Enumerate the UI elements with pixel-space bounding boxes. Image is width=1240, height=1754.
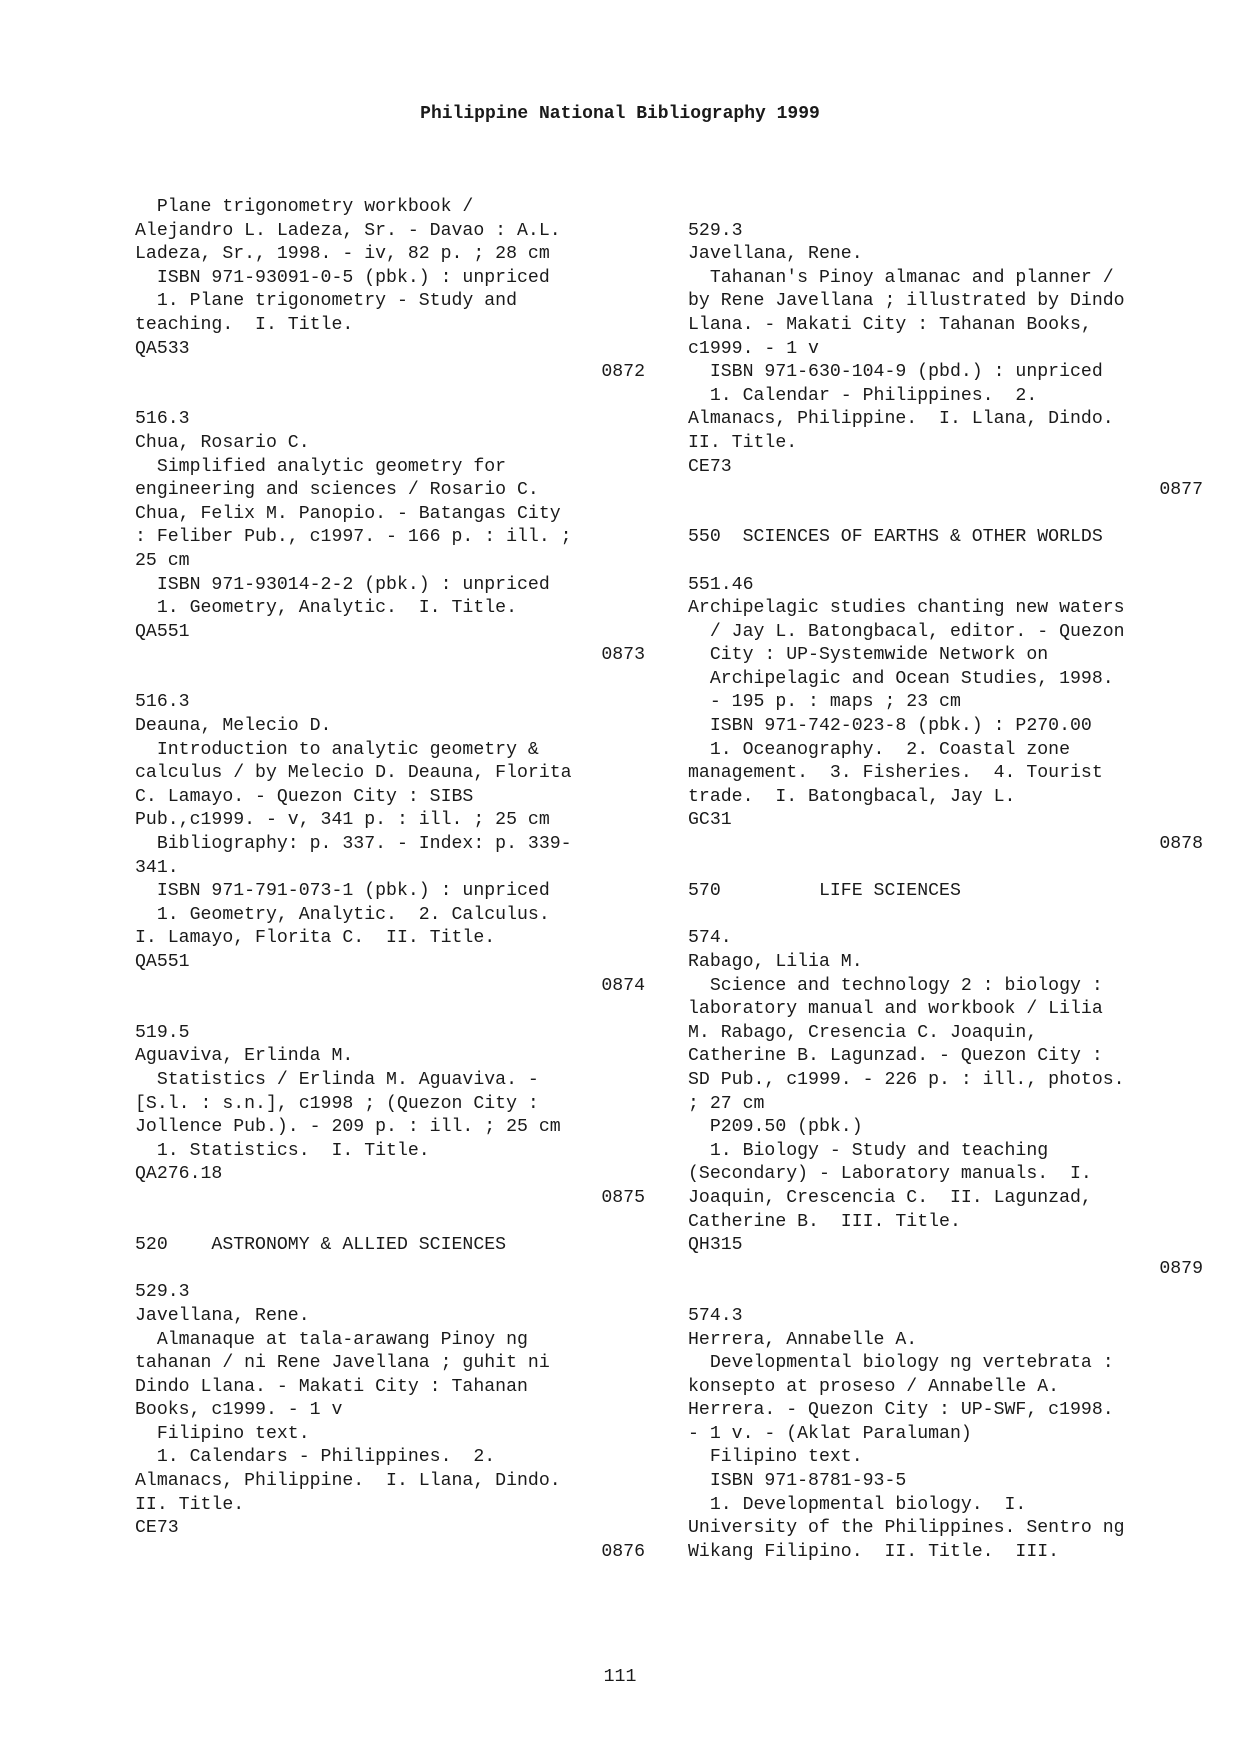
entry-line: Archipelagic and Ocean Studies, 1998. (688, 668, 1114, 689)
entry-line: 1. Biology - Study and teaching (688, 1140, 1049, 1161)
bibliography-entry (135, 196, 645, 385)
entry-gap (135, 385, 645, 409)
right-column (688, 196, 1203, 1564)
entry-line: QA551 (135, 952, 190, 972)
entry-line: Almanaque at tala-arawang Pinoy ng (135, 1329, 528, 1350)
entry-number: 0872 (601, 362, 645, 383)
entry-line: engineering and sciences / Rosario C. (135, 480, 539, 501)
page-number: 111 (603, 1667, 637, 1687)
entry-line: II. Title. (135, 1494, 245, 1515)
entry-line: Herrera, Annabelle A. (688, 1329, 918, 1350)
entry-line: Jollence Pub.). - 209 p. : ill. ; 25 cm (135, 1117, 561, 1138)
entry-line: Herrera. - Quezon City : UP-SWF, c1998. (688, 1400, 1114, 1421)
entry-line: 574. (688, 928, 732, 949)
entry-line: 519.5 (135, 1022, 190, 1043)
bibliography-entry (135, 408, 645, 668)
entry-gap (688, 550, 1203, 574)
entry-line: University of the Philippines. Sentro ng (688, 1518, 1125, 1539)
entry-line: QA276.18 (135, 1164, 223, 1185)
section-heading-text: 550 SCIENCES OF EARTHS & OTHER WORLDS (688, 527, 1103, 548)
entry-line: QA551 (135, 621, 190, 642)
entry-line: by Rene Javellana ; illustrated by Dindo (688, 291, 1125, 312)
entry-line: Simplified analytic geometry for (135, 456, 507, 477)
left-column (135, 196, 645, 1564)
section-heading (688, 880, 1203, 904)
entry-line: GC31 (688, 810, 732, 831)
entry-number: 0877 (1159, 480, 1203, 501)
entry-line: Ladeza, Sr., 1998. - iv, 82 p. ; 28 cm (135, 244, 550, 265)
entry-line: P209.50 (pbk.) (688, 1117, 863, 1138)
bibliography-entry (135, 1281, 645, 1564)
entry-line: Wikang Filipino. II. Title. III. (688, 1541, 1060, 1562)
entry-line: CE73 (135, 1518, 179, 1539)
entry-line: : Feliber Pub., c1997. - 166 p. : ill. ; (135, 527, 572, 548)
entry-line: Javellana, Rene. (688, 244, 863, 265)
entry-line: Bibliography: p. 337. - Index: p. 339- (135, 834, 572, 855)
bibliography-entry (135, 1022, 645, 1211)
entry-line: Javellana, Rene. (135, 1305, 310, 1326)
entry-gap (135, 1211, 645, 1235)
entry-line: Rabago, Lilia M. (688, 952, 863, 972)
entry-line: Catherine B. III. Title. (688, 1211, 961, 1232)
entry-line: Dindo Llana. - Makati City : Tahanan (135, 1376, 528, 1397)
entry-line: laboratory manual and workbook / Lilia (688, 999, 1103, 1020)
entry-line: City : UP-Systemwide Network on (688, 645, 1049, 666)
entry-line: Pub.,c1999. - v, 341 p. : ill. ; 25 cm (135, 810, 550, 831)
entry-number: 0875 (601, 1187, 645, 1208)
entry-line: ISBN 971-93091-0-5 (pbk.) : unpriced (135, 267, 550, 288)
entry-line: 1. Geometry, Analytic. I. Title. (135, 598, 517, 619)
entry-line: C. Lamayo. - Quezon City : SIBS (135, 786, 474, 807)
entry-line: ISBN 971-8781-93-5 (688, 1471, 907, 1492)
bibliography-entry (688, 927, 1203, 1281)
entry-line: ; 27 cm (688, 1093, 765, 1114)
entry-line: 1. Oceanography. 2. Coastal zone (688, 739, 1070, 760)
entry-gap (135, 668, 645, 692)
entry-line: c1999. - 1 v (688, 338, 819, 359)
entry-line: Catherine B. Lagunzad. - Quezon City : (688, 1046, 1103, 1067)
entry-line: ISBN 971-630-104-9 (pbd.) : unpriced (688, 362, 1103, 383)
entry-line: Almanacs, Philippine. I. Llana, Dindo. (135, 1471, 561, 1492)
entry-line: 1. Plane trigonometry - Study and (135, 291, 517, 312)
entry-line: teaching. I. Title. (135, 314, 354, 335)
entry-line: 25 cm (135, 550, 190, 571)
entry-line: - 1 v. - (Aklat Paraluman) (688, 1423, 972, 1444)
entry-line: 529.3 (688, 220, 743, 241)
entry-line: Archipelagic studies chanting new waters (688, 598, 1125, 619)
entry-line: 516.3 (135, 409, 190, 430)
section-heading-text: 570 LIFE SCIENCES (688, 881, 961, 902)
bibliography-entry (688, 220, 1203, 503)
page-title: Philippine National Bibliography 1999 (420, 104, 820, 124)
entry-line: Filipino text. (135, 1423, 310, 1444)
entry-line: ISBN 971-791-073-1 (pbk.) : unpriced (135, 881, 550, 902)
entry-line: II. Title. (688, 432, 798, 453)
entry-number: 0874 (601, 975, 645, 996)
entry-line: Llana. - Makati City : Tahanan Books, (688, 314, 1092, 335)
entry-line: konsepto at proseso / Annabelle A. (688, 1376, 1060, 1397)
entry-line: Aguaviva, Erlinda M. (135, 1046, 354, 1067)
entry-gap (135, 1258, 645, 1282)
entry-number: 0876 (601, 1541, 645, 1562)
entry-line: Developmental biology ng vertebrata : (688, 1353, 1114, 1374)
entry-line: Plane trigonometry workbook / (135, 197, 474, 217)
entry-number: 0878 (1159, 834, 1203, 855)
bibliography-entry (688, 574, 1203, 857)
entry-line: Deauna, Melecio D. (135, 716, 332, 737)
entry-line: Statistics / Erlinda M. Aguaviva. - (135, 1069, 539, 1090)
entry-line: 1. Calendars - Philippines. 2. (135, 1447, 496, 1468)
entry-line: 529.3 (135, 1282, 190, 1303)
entry-line: Almanacs, Philippine. I. Llana, Dindo. (688, 409, 1114, 430)
entry-line: [S.l. : s.n.], c1998 ; (Quezon City : (135, 1093, 539, 1114)
entry-line: M. Rabago, Cresencia C. Joaquin, (688, 1022, 1038, 1043)
section-heading (135, 1234, 645, 1258)
entry-line: SD Pub., c1999. - 226 p. : ill., photos. (688, 1069, 1125, 1090)
entry-gap (135, 998, 645, 1022)
entry-gap (688, 904, 1203, 928)
entry-line: (Secondary) - Laboratory manuals. I. (688, 1164, 1092, 1185)
entry-line: I. Lamayo, Florita C. II. Title. (135, 928, 496, 949)
entry-line: Joaquin, Crescencia C. II. Lagunzad, (688, 1187, 1092, 1208)
entry-line: tahanan / ni Rene Javellana ; guhit ni (135, 1353, 550, 1374)
entry-line: Chua, Felix M. Panopio. - Batangas City (135, 503, 561, 524)
section-heading (688, 526, 1203, 550)
entry-line: Filipino text. (688, 1447, 863, 1468)
entry-line: calculus / by Melecio D. Deauna, Florita (135, 763, 572, 784)
bibliography-entry (135, 691, 645, 998)
entry-line: trade. I. Batongbacal, Jay L. (688, 786, 1016, 807)
entry-line: Chua, Rosario C. (135, 432, 310, 453)
entry-number: 0879 (1159, 1258, 1203, 1279)
entry-line: 1. Developmental biology. I. (688, 1494, 1027, 1515)
entry-line: CE73 (688, 456, 732, 477)
bibliography-entry (688, 1305, 1203, 1565)
entry-line: 574.3 (688, 1305, 743, 1326)
entry-gap (688, 1281, 1203, 1305)
entry-line: management. 3. Fisheries. 4. Tourist (688, 763, 1103, 784)
entry-line: - 195 p. : maps ; 23 cm (688, 692, 961, 713)
entry-line: 516.3 (135, 692, 190, 713)
entry-line: ISBN 971-742-023-8 (pbk.) : P270.00 (688, 716, 1092, 737)
entry-line: QA533 (135, 338, 190, 359)
entry-number: 0873 (601, 645, 645, 666)
entry-line: / Jay L. Batongbacal, editor. - Quezon (688, 621, 1125, 642)
entry-gap (688, 857, 1203, 881)
section-heading-text: 520 ASTRONOMY & ALLIED SCIENCES (135, 1235, 507, 1256)
entry-gap (688, 503, 1203, 527)
entry-line: 341. (135, 857, 179, 878)
entry-line: Tahanan's Pinoy almanac and planner / (688, 267, 1114, 288)
entry-line: 1. Calendar - Philippines. 2. (688, 385, 1038, 406)
entry-line: Introduction to analytic geometry & (135, 739, 539, 760)
entry-line: Alejandro L. Ladeza, Sr. - Davao : A.L. (135, 220, 561, 241)
entry-line: Science and technology 2 : biology : (688, 975, 1103, 996)
entry-line: ISBN 971-93014-2-2 (pbk.) : unpriced (135, 574, 550, 595)
entry-line: Books, c1999. - 1 v (135, 1400, 343, 1421)
spacer (688, 196, 1203, 220)
entry-line: 1. Geometry, Analytic. 2. Calculus. (135, 904, 550, 925)
entry-line: 1. Statistics. I. Title. (135, 1140, 430, 1161)
entry-line: 551.46 (688, 574, 754, 595)
entry-line: QH315 (688, 1235, 743, 1256)
